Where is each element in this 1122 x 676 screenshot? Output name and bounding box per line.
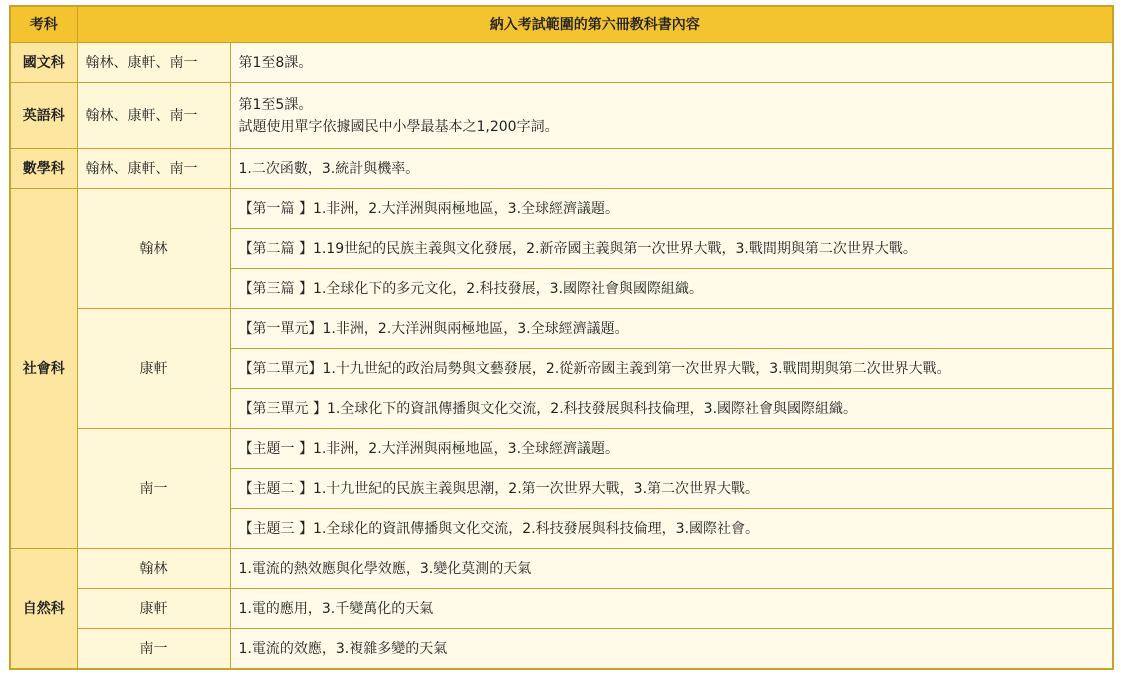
content-social-hanlin-1: 【第一篇 】1.非洲，2.大洋洲與兩極地區，3.全球經濟議題。 bbox=[230, 189, 1113, 229]
content-science-hanlin: 1.電流的熱效應與化學效應，3.變化莫測的天氣 bbox=[230, 549, 1113, 589]
content-english-line1: 第1至5課。 bbox=[238, 96, 313, 113]
publisher-social-kangxuan: 康軒 bbox=[77, 309, 230, 429]
publisher-science-kangxuan: 康軒 bbox=[77, 589, 230, 629]
exam-scope-table bbox=[9, 5, 1114, 670]
publishers-chinese: 翰林、康軒、南一 bbox=[77, 43, 230, 83]
subject-science: 自然科 bbox=[10, 549, 77, 670]
content-social-kangxuan-1: 【第一單元】1.非洲，2.大洋洲與兩極地區，3.全球經濟議題。 bbox=[230, 309, 1113, 349]
content-science-kangxuan: 1.電的應用，3.千變萬化的天氣 bbox=[230, 589, 1113, 629]
table-header-row bbox=[10, 6, 1113, 43]
subject-social: 社會科 bbox=[10, 189, 77, 549]
subject-math: 數學科 bbox=[10, 149, 77, 189]
subject-english: 英語科 bbox=[10, 83, 77, 149]
content-social-hanlin-3: 【第三篇 】1.全球化下的多元文化，2.科技發展，3.國際社會與國際組織。 bbox=[230, 269, 1113, 309]
content-math: 1.二次函數，3.統計與機率。 bbox=[230, 149, 1113, 189]
table-row-chinese bbox=[10, 43, 1113, 83]
content-english bbox=[230, 83, 1113, 149]
content-social-kangxuan-2: 【第二單元】1.十九世紀的政治局勢與文藝發展，2.從新帝國主義到第一次世界大戰，3.戰間期與第二次世界大戰。 bbox=[230, 349, 1113, 389]
header-content: 納入考試範圍的第六冊教科書內容 bbox=[77, 6, 1113, 43]
publisher-science-hanlin: 翰林 bbox=[77, 549, 230, 589]
table-row-science-kangxuan bbox=[10, 589, 1113, 629]
content-chinese: 第1至8課。 bbox=[230, 43, 1113, 83]
publishers-math: 翰林、康軒、南一 bbox=[77, 149, 230, 189]
header-subject: 考科 bbox=[10, 6, 77, 43]
publishers-english: 翰林、康軒、南一 bbox=[77, 83, 230, 149]
content-social-nanyi-1: 【主題一 】1.非洲，2.大洋洲與兩極地區，3.全球經濟議題。 bbox=[230, 429, 1113, 469]
content-social-nanyi-2: 【主題二 】1.十九世紀的民族主義與思潮，2.第一次世界大戰，3.第二次世界大戰。 bbox=[230, 469, 1113, 509]
subject-chinese: 國文科 bbox=[10, 43, 77, 83]
table-row-english bbox=[10, 83, 1113, 149]
table-row-social-nanyi-1 bbox=[10, 429, 1113, 469]
exam-scope-table-wrapper bbox=[9, 5, 1114, 670]
content-social-nanyi-3: 【主題三 】1.全球化的資訊傳播與文化交流，2.科技發展與科技倫理，3.國際社會。 bbox=[230, 509, 1113, 549]
content-social-kangxuan-3: 【第三單元 】1.全球化下的資訊傳播與文化交流，2.科技發展與科技倫理，3.國際社會與國際組織。 bbox=[230, 389, 1113, 429]
content-social-hanlin-2: 【第二篇 】1.19世紀的民族主義與文化發展，2.新帝國主義與第一次世界大戰，3.戰間期與第二次世界大戰。 bbox=[230, 229, 1113, 269]
publisher-social-nanyi: 南一 bbox=[77, 429, 230, 549]
table-row-social-hanlin-1 bbox=[10, 189, 1113, 229]
table-row-science-nanyi bbox=[10, 629, 1113, 670]
publisher-social-hanlin: 翰林 bbox=[77, 189, 230, 309]
content-science-nanyi: 1.電流的效應，3.複雜多變的天氣 bbox=[230, 629, 1113, 670]
table-row-science-hanlin bbox=[10, 549, 1113, 589]
table-row-math bbox=[10, 149, 1113, 189]
publisher-science-nanyi: 南一 bbox=[77, 629, 230, 670]
content-english-line2: 試題使用單字依據國民中小學最基本之1,200字詞。 bbox=[238, 118, 559, 135]
table-row-social-kangxuan-1 bbox=[10, 309, 1113, 349]
